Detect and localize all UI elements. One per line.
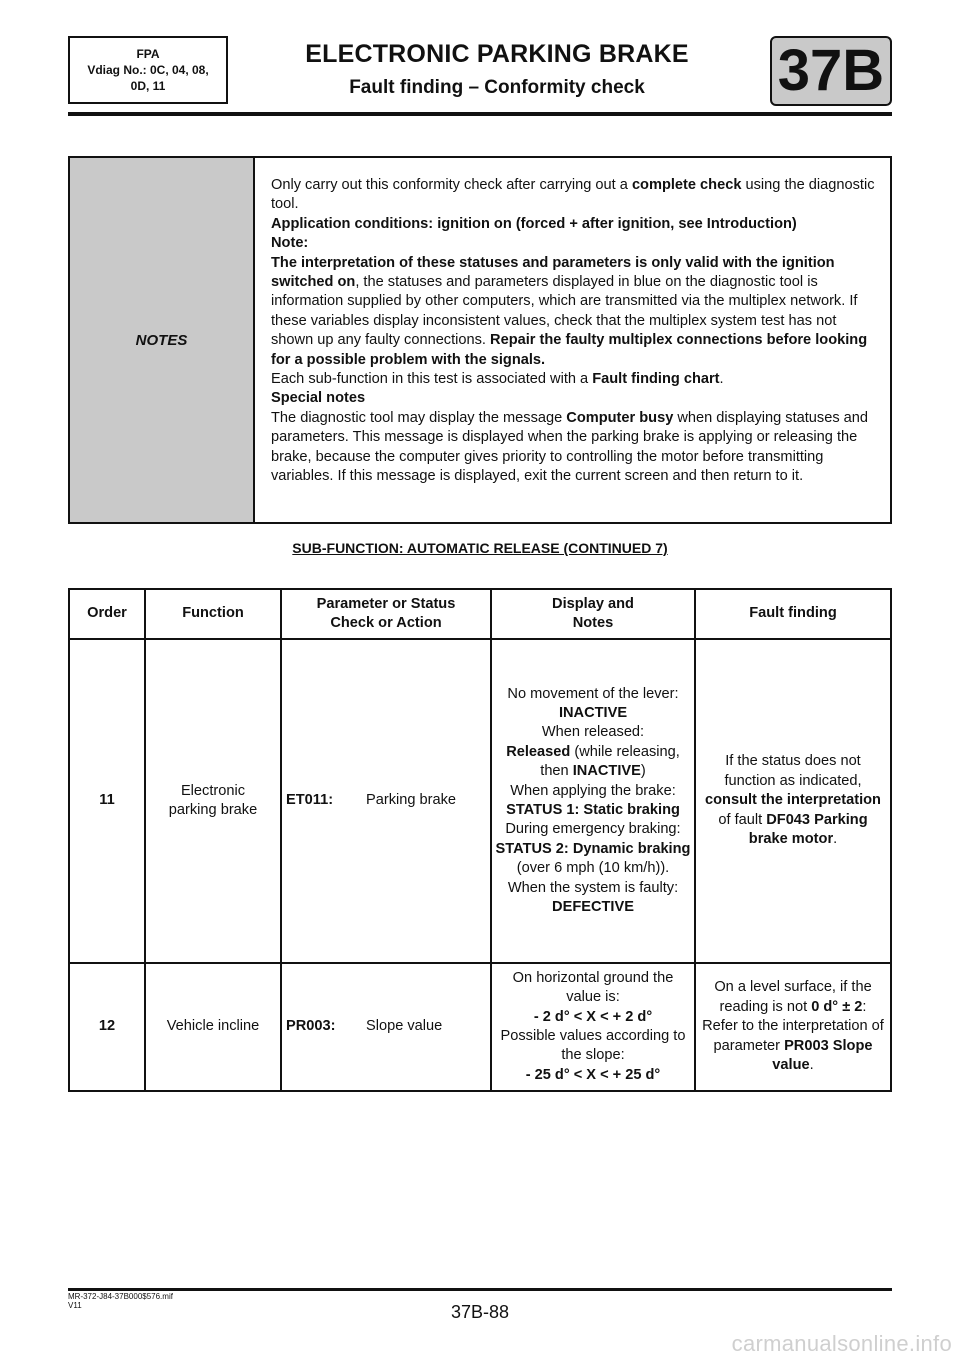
watermark: carmanualsonline.info (731, 1331, 952, 1356)
table-header-row (69, 589, 891, 639)
footer-version: V11 (68, 1301, 82, 1310)
notes-emphasis: complete check (631, 177, 742, 193)
fault-emphasis: consult the interpretation (705, 792, 881, 809)
notes-text: when displaying statuses and parameters. This message is displayed when the parking brake is applying or releasing the brake, because the computer gives priority to controlling the motor before transmitting variables. If this message is displayed, exit the current screen and then return to it. (271, 409, 869, 485)
display-value: - 2 d° < X < + 2 d° (533, 1008, 653, 1025)
header-order: Order (69, 589, 145, 639)
notes-text: Each sub-function in this test is associated with a (271, 371, 593, 388)
notes-paragraph (271, 370, 876, 389)
vdiag-line-2: 0D, 11 (130, 79, 166, 93)
parameter-cell (281, 639, 491, 963)
application-conditions: Application conditions: ignition on (forced + after ignition, see Introduction) (271, 215, 797, 232)
fault-reference: DF043 Parking brake motor (748, 811, 868, 848)
display-value: INACTIVE (572, 763, 641, 780)
notes-text: The diagnostic tool may display the message (271, 409, 567, 426)
display-text: (while releasing, then (540, 743, 680, 780)
order-cell (69, 963, 145, 1091)
note-heading: Note: (271, 235, 309, 252)
header-function: Function (145, 589, 281, 639)
header-text: Notes (572, 615, 614, 631)
header-text: Check or Action (330, 615, 442, 631)
fault-text: of fault (718, 811, 767, 828)
display-text: (over 6 mph (10 km/h)). (516, 860, 670, 877)
footer-file-name: MR-372-J84-37B000$576.mif (68, 1292, 173, 1301)
page-subtitle: Fault finding – Conformity check (349, 77, 645, 98)
fpa-label: FPA (136, 47, 160, 61)
notes-paragraph (271, 389, 876, 408)
header-divider (68, 112, 892, 116)
header-fault-finding: Fault finding (695, 589, 891, 639)
function-text: Electronic (180, 782, 246, 799)
header-parameter (281, 589, 491, 639)
fault-text: . (833, 831, 838, 848)
notes-text: , the statuses and parameters displayed in blue on the diagnostic tool is information supplied by other computers, which are transmitted via the multiplex network. If these variables display inconsistent values, check that the multiplex system test has not shown up any faulty connections. (271, 274, 858, 349)
display-value: Released (506, 743, 571, 760)
parameter-name: Slope value (366, 1018, 443, 1035)
display-text: When the system is faulty: (507, 879, 679, 896)
page-number: 37B-88 (450, 1302, 510, 1322)
fault-text: On a level surface, if the reading is not (714, 979, 872, 1015)
display-text: During emergency braking: (505, 821, 681, 838)
display-text: When released: (541, 724, 645, 741)
parameter-code: PR003: (286, 1018, 336, 1035)
footer-divider (68, 1288, 892, 1291)
vdiag-line-1: Vdiag No.: 0C, 04, 08, (87, 63, 209, 77)
display-value: DEFECTIVE (552, 899, 634, 916)
notes-emphasis: The interpretation of these statuses and parameters is only valid with the ignition switched on (271, 254, 835, 291)
display-text: Possible values according to the slope: (500, 1028, 686, 1064)
fault-text: Refer to the interpretation of parameter (702, 1018, 884, 1054)
notes-emphasis: Fault finding chart (592, 371, 720, 388)
notes-body (255, 158, 890, 522)
special-notes-heading: Special notes (271, 390, 366, 407)
function-cell (145, 639, 281, 963)
display-value: - 25 d° < X < + 25 d° (525, 1066, 661, 1083)
notes-paragraph (271, 254, 876, 370)
display-cell (491, 963, 695, 1091)
order-number: 11 (99, 792, 115, 809)
table-row (69, 963, 891, 1091)
notes-paragraph (271, 409, 876, 487)
notes-paragraph (271, 176, 876, 215)
notes-emphasis: Computer busy (566, 409, 674, 426)
display-value: STATUS 1: Static braking (506, 802, 680, 818)
parameter-code: ET011: (286, 792, 334, 809)
conformity-table (68, 588, 892, 1092)
display-text: No movement of the lever: (507, 685, 679, 702)
fault-finding-cell (695, 639, 891, 963)
notes-text: using the diagnostic tool. (271, 177, 875, 213)
display-cell (491, 639, 695, 963)
order-number: 12 (98, 1018, 116, 1035)
order-cell (69, 639, 145, 963)
fault-finding-cell (695, 963, 891, 1091)
notes-box (68, 156, 892, 524)
function-cell: Vehicle incline (145, 963, 281, 1091)
display-text: When applying the brake: (510, 782, 676, 799)
display-value: INACTIVE (558, 704, 628, 721)
notes-label: NOTES (70, 158, 255, 522)
parameter-cell (281, 963, 491, 1091)
display-text: ) (640, 763, 646, 780)
notes-emphasis: Repair the faulty multiplex connections before looking for a possible problem with the signals. (271, 332, 868, 368)
table-row (69, 639, 891, 963)
notes-text: . (719, 371, 724, 388)
fault-emphasis: 0 d° ± 2 (811, 998, 863, 1015)
display-text: On horizontal ground the value is: (512, 969, 674, 1006)
notes-paragraph (271, 234, 876, 253)
fault-text: . (809, 1057, 814, 1074)
page-title: ELECTRONIC PARKING BRAKE (305, 40, 689, 68)
display-value: STATUS 2: Dynamic braking (495, 840, 691, 857)
subfunction-title: SUB-FUNCTION: AUTOMATIC RELEASE (CONTINUED 7) (292, 540, 668, 556)
header-display (491, 589, 695, 639)
section-code-badge: 37B (770, 36, 892, 106)
function-text: parking brake (168, 802, 258, 818)
header-text: Display and (552, 595, 634, 612)
notes-text: Only carry out this conformity check after carrying out a (271, 177, 632, 193)
fault-reference: PR003 Slope value (772, 1037, 873, 1074)
fault-text: : (862, 998, 867, 1015)
fault-text: If the status does not function as indicated, (724, 753, 862, 789)
notes-paragraph (271, 215, 876, 234)
header-text: Parameter or Status (316, 595, 456, 612)
parameter-name: Parking brake (366, 792, 457, 809)
vdiag-info-box (68, 36, 228, 104)
